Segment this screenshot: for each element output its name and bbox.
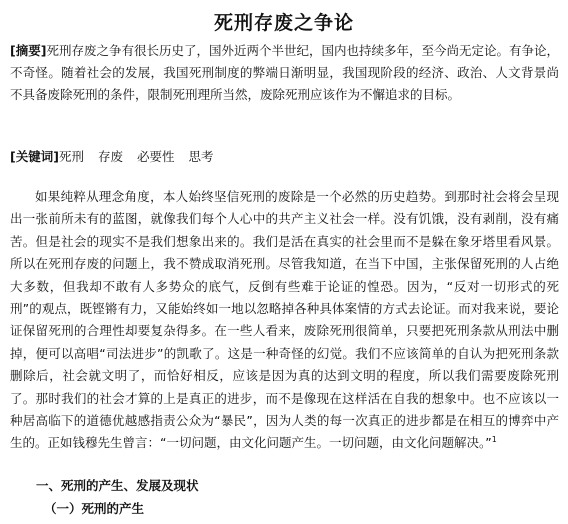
keyword-item: 必要性 xyxy=(136,149,175,164)
keywords-label: [关键词] xyxy=(10,149,59,164)
document-title: 死刑存废之争论 xyxy=(213,12,354,34)
keyword-item: 存废 xyxy=(97,149,123,164)
keywords-line xyxy=(10,146,559,168)
keyword-item: 思考 xyxy=(188,149,214,164)
section-heading: 一、死刑的产生、发展及现状 xyxy=(36,478,199,493)
subsection-heading: （一）死刑的产生 xyxy=(44,501,145,516)
abstract-paragraph xyxy=(10,40,559,106)
body-paragraph-text: 如果纯粹从理念角度，本人始终坚信死刑的废除是一个必然的历史趋势。到那时社会将会呈现出一张前所未有的蓝图，就像我们每个人心中的共产主义社会一样。没有饥饿，没有剥削，没有痛苦。但是社会的现实不是我们想象出来的。我们是活在真实的社会里而不是躲在象牙塔里看风景。所以在死刑存废的问题上，我不赞成取消死刑。尽管我知道，在当下中国，主张保留死刑的人占绝大多数，但我却不敢有人多势众的底气，反倒有些难于论证的惶恐。因为，“反对一切形式的死刑”的观点，既铿锵有力，又能始终如一地以忽略掉各种具体案情的方式去论证。而对我来说，要论证保留死刑的合理性却要复杂得多。在一些人看来，废除死刑很简单，只要把死刑条款从刑法中删掉，便可以高唱“司法进步”的凯歌了。这是一种奇怪的幻觉。我们不应该简单的自认为把死刑条款删除后，社会就文明了，而恰好相反，应该是因为真的达到文明的程度，所以我们需要废除死刑了。那时我们的社会才算的上是真正的进步，而不是像现在这样活在自我的想象中。也不应该以一种居高临下的道德优越感指责公众为“暴民”，因为人类的每一次真正的进步都是在相互的博弈中产生的。正如钱穆先生曾言：“一切问题，由文化问题产生。一切问题，由文化问题解决。” xyxy=(10,189,559,451)
abstract-label: [摘要] xyxy=(10,43,47,58)
abstract-text: 死刑存废之争有很长历史了，国外近两个半世纪，国内也持续多年，至今尚无定论。有争论，不奇怪。随着社会的发展，我国死刑制度的弊端日渐明显，我国现阶段的经济、政治、人文背景尚不具备废除死刑的条件，限制死刑理所当然，废除死刑应该作为不懈追求的目标。 xyxy=(10,43,559,102)
body-paragraph xyxy=(10,186,559,455)
footnote-reference[interactable]: 1 xyxy=(491,435,497,445)
keyword-item: 死刑 xyxy=(58,149,84,164)
